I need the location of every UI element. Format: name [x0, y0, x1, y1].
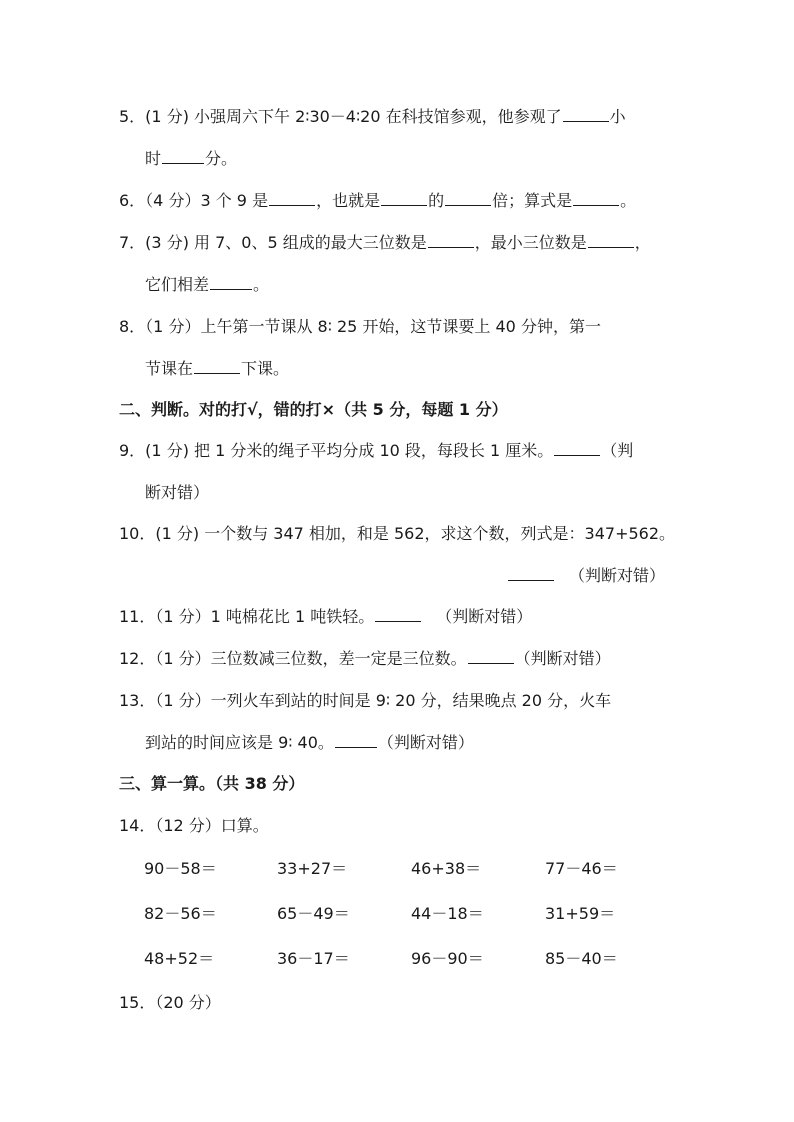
q5-minutes-blank[interactable] [162, 148, 204, 164]
q12-text: 12．（1 分）三位数减三位数，差一定是三位数。 [119, 649, 467, 668]
q5-hours-blank[interactable] [563, 106, 609, 122]
q7-text: ， [634, 233, 651, 252]
q7-text: 7．(3 分) 用 7、0、5 组成的最大三位数是 [119, 233, 427, 252]
q7-text: 它们相差 [145, 275, 210, 294]
q12-answer-blank[interactable] [468, 648, 514, 664]
q9-text: 9．(1 分) 把 1 分米的绳子平均分成 10 段，每段长 1 厘米。 [119, 441, 554, 460]
q13-answer-blank[interactable] [335, 732, 377, 748]
q7-max-blank[interactable] [428, 232, 474, 248]
calc-item: 36－17＝ [277, 949, 350, 968]
q9-line1 [119, 440, 633, 462]
q7-line1 [119, 232, 651, 254]
calc-item: 48+52＝ [144, 949, 215, 968]
calc-item: 82－56＝ [144, 904, 217, 923]
q13-text: （判断对错） [377, 733, 474, 752]
q6-text: 6．（4 分）3 个 9 是 [119, 191, 269, 210]
q13-line1: 13．（1 分）一列火车到站的时间是 9∶ 20 分，结果晚点 20 分，火车 [119, 691, 612, 710]
q7-line2 [145, 274, 269, 296]
calc-item: 31+59＝ [545, 904, 616, 923]
q6-text: 的 [428, 191, 445, 210]
q14-title: 14．（12 分）口算。 [119, 816, 269, 835]
q13-line2 [145, 732, 474, 754]
q10-line1: 10．(1 分) 一个数与 347 相加，和是 562，求这个数，列式是：347+562。 [119, 524, 676, 543]
q6-text: 。 [620, 191, 637, 210]
q8-text: 下课。 [241, 359, 290, 378]
q10-text: （判断对错） [569, 566, 666, 585]
q9-answer-blank[interactable] [554, 440, 600, 456]
q11-answer-blank[interactable] [375, 606, 421, 622]
calc-item: 85－40＝ [545, 949, 618, 968]
q12-text: （判断对错） [514, 649, 611, 668]
q5-text: 小 [609, 107, 626, 126]
calc-item: 46+38＝ [411, 859, 482, 878]
q10-answer-blank[interactable] [508, 565, 554, 581]
q5-line2 [145, 148, 237, 170]
calc-item: 44－18＝ [411, 904, 484, 923]
q7-text: ，最小三位数是 [474, 233, 587, 252]
q5-line1 [119, 106, 626, 128]
q6-text: 倍；算式是 [492, 191, 573, 210]
calc-item: 65－49＝ [277, 904, 350, 923]
q6-blank-3[interactable] [445, 190, 491, 206]
q6-blank-2[interactable] [381, 190, 427, 206]
q6-text: ，也就是 [316, 191, 381, 210]
calc-item: 96－90＝ [411, 949, 484, 968]
q13-text: 到站的时间应该是 9∶ 40。 [145, 733, 334, 752]
q7-text: 。 [253, 275, 270, 294]
q6-blank-1[interactable] [269, 190, 315, 206]
q11-line [119, 606, 532, 628]
calc-item: 33+27＝ [277, 859, 348, 878]
q7-min-blank[interactable] [588, 232, 634, 248]
calc-item: 90－58＝ [144, 859, 217, 878]
q8-line1: 8．（1 分）上午第一节课从 8∶ 25 开始，这节课要上 40 分钟，第一 [119, 317, 601, 336]
calc-item: 77－46＝ [545, 859, 618, 878]
q11-text: 11．（1 分）1 吨棉花比 1 吨铁轻。 [119, 607, 375, 626]
q5-text: 时 [145, 149, 162, 168]
q11-text: （判断对错） [436, 607, 533, 626]
q9-line2: 断对错） [145, 483, 210, 502]
q9-text: （判 [601, 441, 634, 460]
q5-text: 分。 [205, 149, 238, 168]
q8-time-blank[interactable] [194, 358, 240, 374]
q6-line [119, 190, 636, 212]
q15-title: 15．（20 分） [119, 993, 221, 1012]
q7-diff-blank[interactable] [210, 274, 252, 290]
q12-line [119, 648, 611, 670]
q10-line2 [507, 565, 665, 587]
q5-text: 5．(1 分) 小强周六下午 2∶30－4∶20 在科技馆参观，他参观了 [119, 107, 562, 126]
q6-blank-4[interactable] [573, 190, 619, 206]
section2-heading: 二、判断。对的打√，错的打×（共 5 分，每题 1 分） [119, 400, 508, 419]
q8-line2 [145, 358, 289, 380]
q8-text: 节课在 [145, 359, 194, 378]
section3-heading: 三、算一算。（共 38 分） [119, 774, 305, 793]
